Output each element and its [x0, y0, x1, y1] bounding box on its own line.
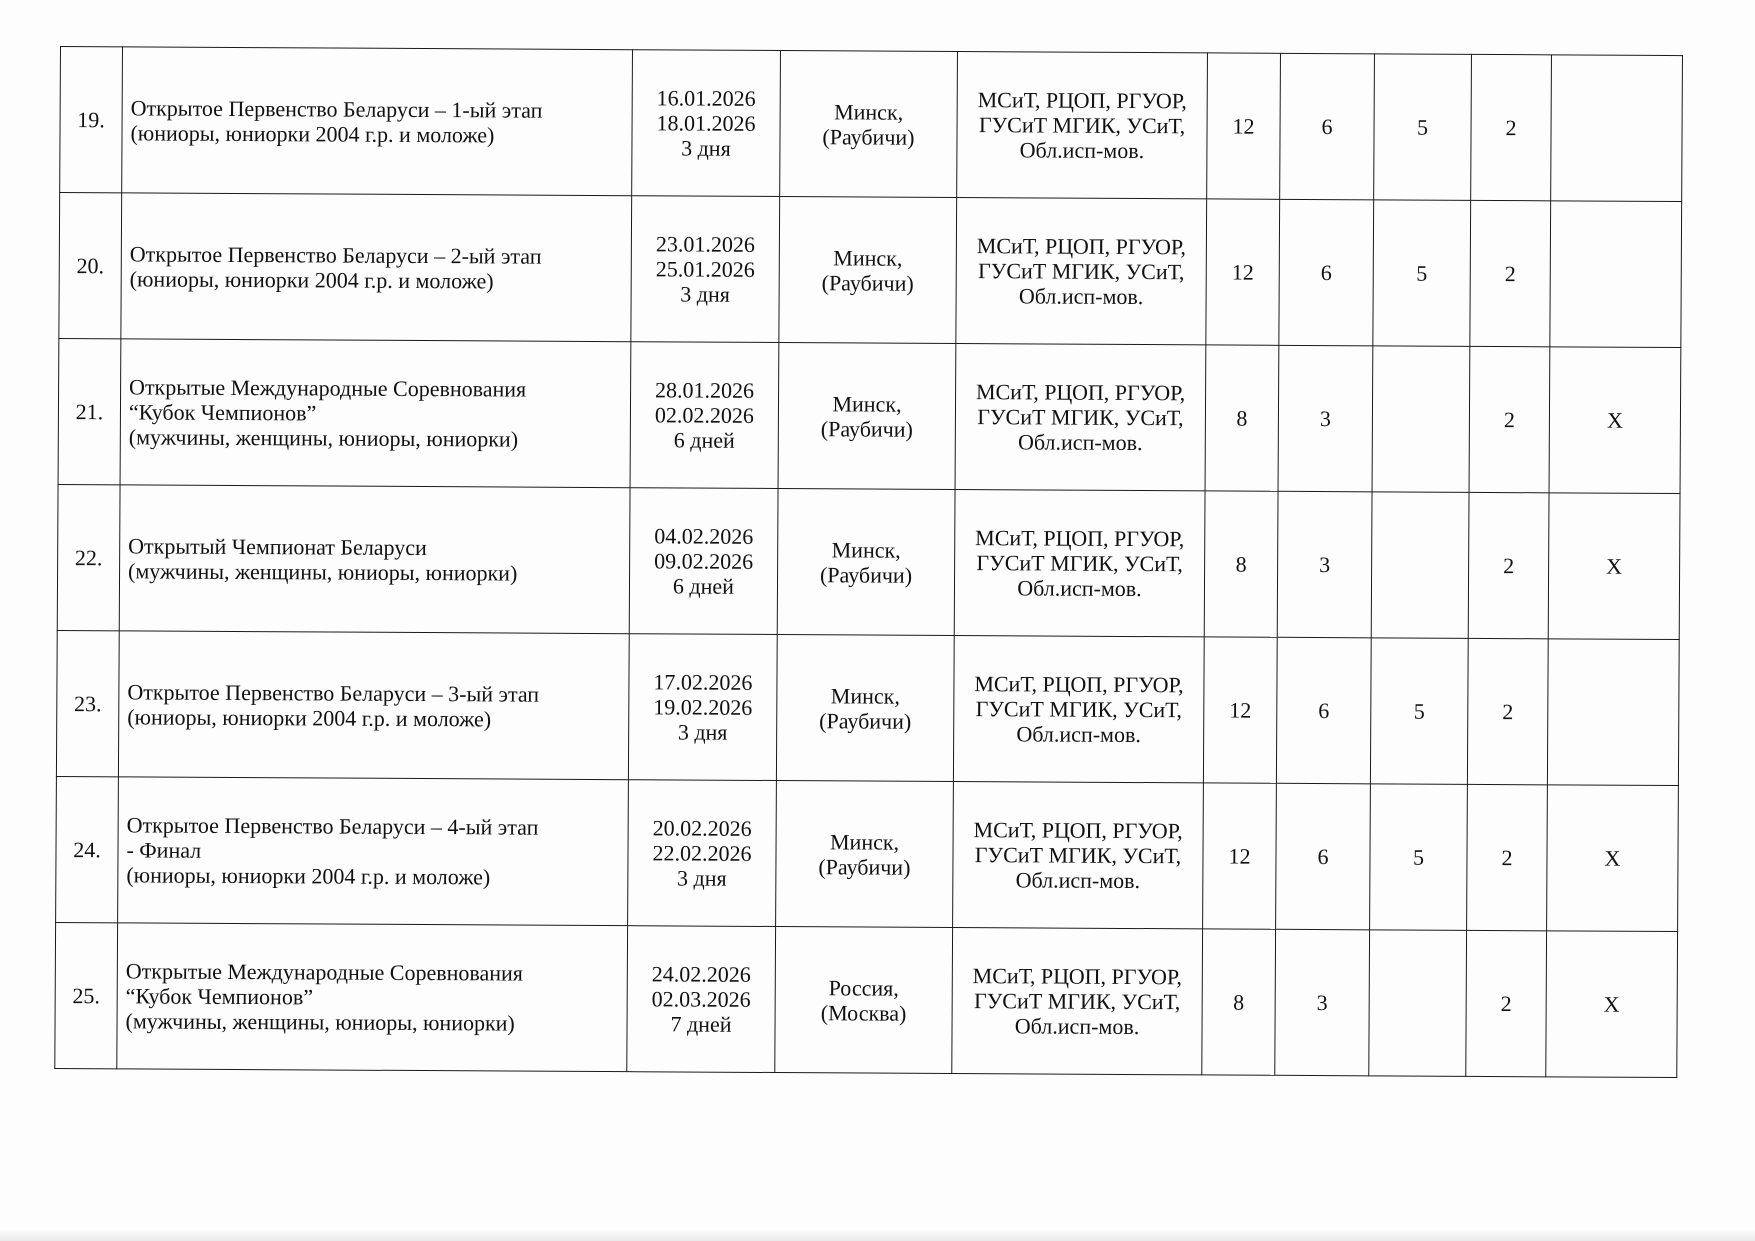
event-name-line: (юниоры, юниорки 2004 г.р. и моложе) [129, 265, 494, 293]
event-place [778, 343, 956, 490]
event-dates-line: 25.01.2026 [655, 256, 755, 282]
event-name-line: (мужчины, женщины, юниоры, юниорки) [128, 424, 519, 452]
quota-3: 5 [1370, 784, 1468, 931]
event-organizers-line: ГУСиТ МГИК, УСиТ, [977, 404, 1184, 431]
event-organizers [955, 344, 1206, 491]
event-place-line: (Раубичи) [820, 415, 913, 442]
mark-x: X [1547, 785, 1679, 932]
quota-2: 6 [1276, 637, 1371, 784]
event-name-line: Открытое Первенство Беларуси – 4-ый этап [126, 812, 539, 840]
event-dates-line: 16.01.2026 [656, 85, 756, 111]
table-row [60, 47, 1683, 202]
quota-4: 2 [1466, 930, 1547, 1076]
event-organizers-line: Обл.исп-мов. [1018, 283, 1144, 310]
event-organizers-line: Обл.исп-мов. [1019, 137, 1145, 164]
event-place-line: Минск, [831, 536, 901, 563]
event-dates-line: 22.02.2026 [652, 840, 752, 866]
event-name [121, 193, 632, 342]
event-dates [631, 196, 780, 343]
event-organizers-line: ГУСиТ МГИК, УСиТ, [974, 842, 1182, 869]
quota-4: 2 [1467, 784, 1548, 930]
event-name-line: Открытое Первенство Беларуси – 1-ый этап [130, 94, 543, 123]
event-place-line: (Раубичи) [819, 561, 913, 588]
event-place-line: Минск, [833, 244, 903, 271]
event-name [122, 47, 633, 196]
table-row [56, 776, 1679, 931]
event-dates-line: 09.02.2026 [654, 548, 754, 574]
quota-4: 2 [1471, 54, 1552, 200]
row-number: 22. [57, 484, 120, 630]
event-place-line: (Раубичи) [822, 123, 915, 150]
event-name-line: (мужчины, женщины, юниоры, юниорки) [125, 1008, 515, 1036]
event-dates [629, 488, 778, 635]
event-organizers-line: МСиТ, РЦОП, РГУОР, [977, 87, 1187, 114]
quota-2: 3 [1275, 929, 1370, 1076]
event-name [118, 631, 629, 780]
quota-1: 8 [1204, 491, 1278, 637]
event-dates-line: 28.01.2026 [655, 377, 755, 403]
event-name-line: (юниоры, юниорки 2004 г.р. и моложе) [126, 862, 491, 890]
event-dates [632, 50, 781, 197]
event-organizers-line: ГУСиТ МГИК, УСиТ, [976, 550, 1183, 577]
mark-x [1547, 639, 1679, 786]
event-name-line: Открытые Международные Соревнования [129, 374, 527, 402]
event-place [780, 51, 958, 198]
event-name-line: (юниоры, юниорки 2004 г.р. и моложе) [130, 119, 495, 147]
event-organizers-line: МСиТ, РЦОП, РГУОР, [976, 233, 1187, 260]
quota-2: 6 [1276, 783, 1371, 930]
event-name-line: Открытое Первенство Беларуси – 2-ый этап [129, 240, 542, 269]
event-dates-line: 7 дней [670, 1011, 732, 1037]
row-number: 19. [60, 47, 123, 193]
event-dates [628, 634, 777, 781]
quota-4: 2 [1470, 200, 1551, 346]
event-place-line: Россия, [828, 974, 899, 1001]
quota-3 [1372, 346, 1470, 493]
event-organizers-line: ГУСиТ МГИК, УСиТ, [978, 258, 1185, 285]
event-dates-line: 6 дней [672, 573, 735, 599]
table-row [58, 338, 1681, 493]
event-dates [630, 342, 779, 489]
event-organizers [954, 490, 1205, 637]
quota-1: 12 [1206, 199, 1280, 345]
table-row [59, 193, 1682, 348]
quota-3 [1369, 930, 1467, 1077]
event-dates-line: 3 дня [681, 135, 731, 161]
event-place [776, 781, 954, 928]
event-place-line: (Раубичи) [818, 853, 911, 880]
row-number: 23. [56, 630, 119, 776]
event-place-line: Минск, [832, 390, 902, 417]
quota-1: 8 [1202, 929, 1276, 1075]
event-name [119, 485, 630, 634]
event-name-line: Открытое Первенство Беларуси – 3-ый этап [127, 678, 540, 707]
event-organizers-line: МСиТ, РЦОП, РГУОР, [972, 963, 1182, 990]
event-organizers-line: ГУСиТ МГИК, УСиТ, [973, 988, 1181, 1015]
event-organizers-line: МСиТ, РЦОП, РГУОР, [974, 671, 1184, 698]
event-name [120, 339, 631, 488]
event-organizers [953, 636, 1204, 783]
quota-2: 3 [1277, 491, 1372, 638]
event-organizers-line: МСиТ, РЦОП, РГУОР, [975, 525, 1185, 552]
quota-4: 2 [1469, 346, 1550, 492]
event-name [118, 777, 629, 926]
event-place [775, 927, 953, 1074]
event-organizers [953, 782, 1204, 929]
event-dates-line: 3 дня [680, 281, 730, 307]
event-name-line: - Финал [126, 837, 202, 863]
quota-2: 6 [1279, 199, 1374, 346]
mark-x: X [1548, 493, 1680, 640]
event-place-line: (Раубичи) [821, 269, 914, 296]
event-organizers-line: МСиТ, РЦОП, РГУОР, [973, 817, 1183, 844]
event-organizers-line: Обл.исп-мов. [1016, 721, 1141, 748]
event-name-line: Открытые Международные Соревнования [125, 958, 524, 986]
row-number: 24. [56, 776, 119, 922]
event-name-line: “Кубок Чемпионов” [128, 399, 317, 426]
event-dates [628, 780, 777, 927]
event-dates-line: 3 дня [676, 865, 727, 891]
event-dates-line: 24.02.2026 [651, 961, 751, 987]
event-place-line: Минск, [829, 828, 900, 855]
quota-1: 12 [1203, 783, 1277, 929]
event-dates-line: 6 дней [673, 427, 735, 453]
mark-x: X [1549, 347, 1681, 494]
event-name-line: (мужчины, женщины, юниоры, юниорки) [128, 557, 518, 586]
event-organizers [956, 198, 1207, 345]
event-dates-line: 23.01.2026 [655, 231, 755, 257]
event-name [117, 923, 628, 1072]
row-number: 21. [58, 338, 121, 484]
row-number: 20. [59, 193, 122, 339]
event-dates-line: 02.03.2026 [651, 986, 751, 1012]
event-dates-line: 04.02.2026 [654, 523, 754, 549]
event-dates-line: 18.01.2026 [656, 110, 756, 136]
quota-3: 5 [1373, 200, 1471, 347]
event-dates [627, 926, 776, 1073]
table-row [57, 484, 1680, 639]
event-dates-line: 02.02.2026 [654, 402, 755, 428]
quota-1: 12 [1207, 53, 1281, 199]
event-place-line: (Раубичи) [819, 707, 912, 734]
event-organizers-line: Обл.исп-мов. [1017, 575, 1142, 602]
mark-x [1551, 55, 1683, 202]
event-organizers [957, 52, 1208, 199]
event-dates-line: 19.02.2026 [653, 694, 753, 720]
event-organizers-line: ГУСиТ МГИК, УСиТ, [975, 696, 1183, 723]
event-place-line: Минск, [830, 682, 900, 709]
table-row [56, 630, 1679, 785]
event-place [777, 489, 955, 636]
table-row [55, 922, 1678, 1077]
mark-x: X [1546, 931, 1678, 1078]
event-organizers-line: ГУСиТ МГИК, УСиТ, [978, 112, 1186, 139]
quota-1: 8 [1205, 345, 1279, 491]
event-place [779, 197, 957, 344]
event-name-line: Открытый Чемпионат Беларуси [128, 532, 427, 560]
scan-edge-shadow [0, 1228, 1755, 1241]
competition-schedule-table [54, 46, 1683, 1078]
event-organizers-line: Обл.исп-мов. [1017, 429, 1143, 456]
quota-1: 12 [1203, 637, 1277, 783]
event-place-line: (Москва) [820, 999, 907, 1026]
event-organizers [952, 927, 1203, 1074]
table-body [55, 47, 1683, 1078]
event-dates-line: 3 дня [677, 719, 728, 745]
row-number: 25. [55, 922, 118, 1068]
event-name-line: (юниоры, юниорки 2004 г.р. и моложе) [127, 703, 492, 731]
event-dates-line: 17.02.2026 [653, 669, 753, 695]
event-organizers-line: МСиТ, РЦОП, РГУОР, [975, 379, 1186, 406]
quota-2: 3 [1278, 345, 1373, 492]
quota-3 [1371, 492, 1469, 639]
event-organizers-line: Обл.исп-мов. [1015, 867, 1141, 894]
event-place [776, 635, 954, 782]
event-place-line: Минск, [834, 98, 904, 125]
quota-4: 2 [1468, 492, 1549, 638]
mark-x [1550, 201, 1682, 348]
quota-3: 5 [1370, 638, 1468, 785]
quota-3: 5 [1374, 54, 1472, 201]
quota-4: 2 [1467, 638, 1548, 784]
event-dates-line: 20.02.2026 [652, 815, 752, 841]
event-organizers-line: Обл.исп-мов. [1014, 1013, 1140, 1040]
event-name-line: “Кубок Чемпионов” [125, 983, 314, 1010]
quota-2: 6 [1280, 53, 1375, 200]
